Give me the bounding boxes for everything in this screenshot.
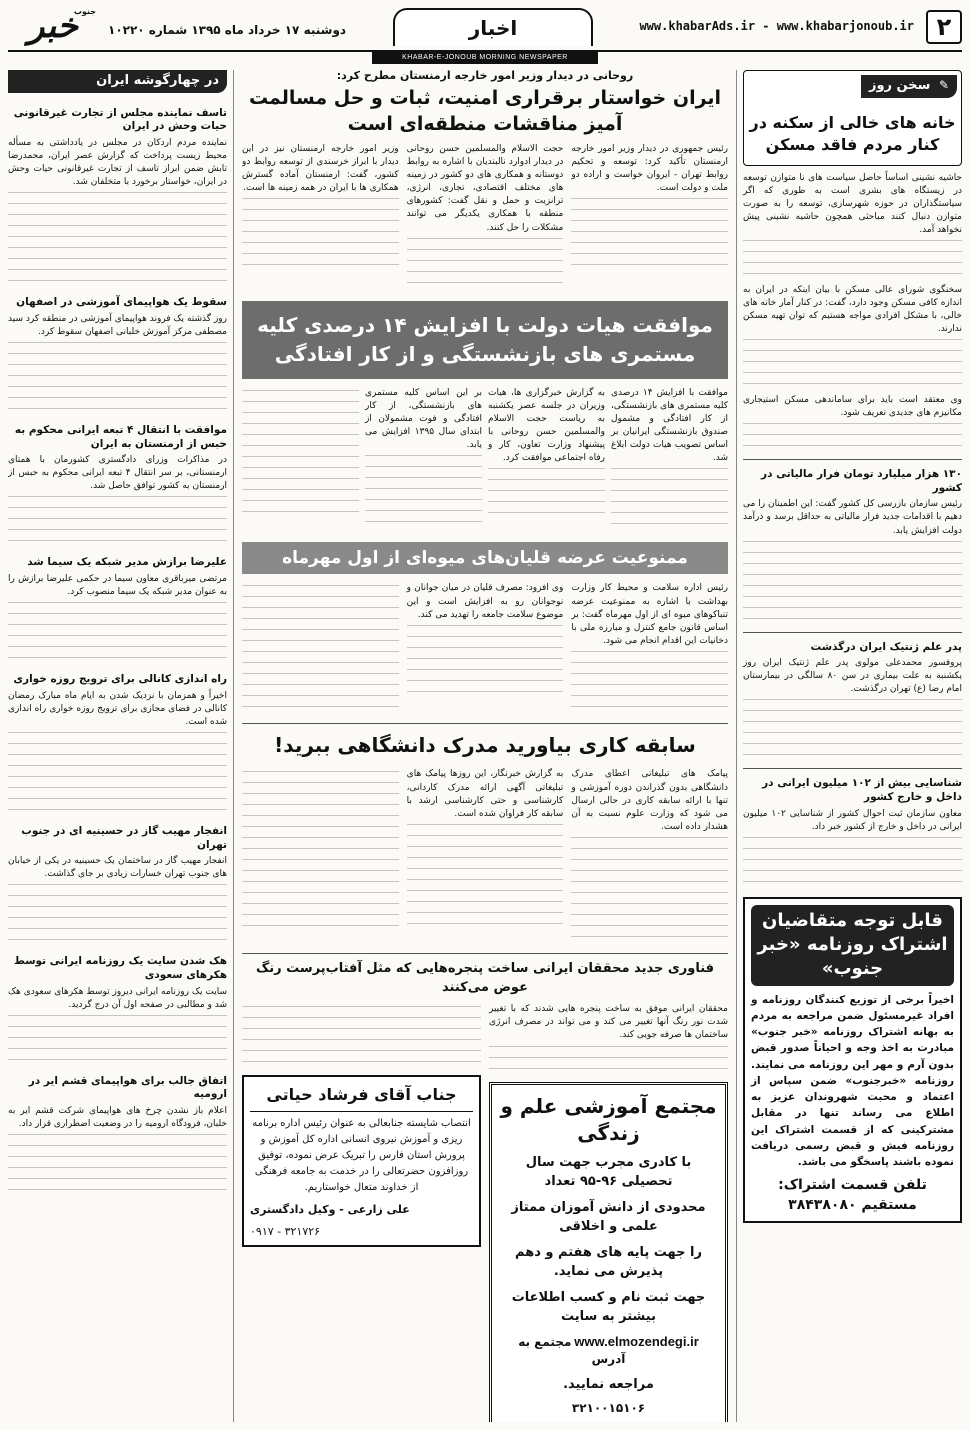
school-ad-url[interactable]: www.elmozendegi.ir (574, 1333, 699, 1349)
hookah-paragraph: وی افزود: مصرف قلیان در میان جوانان و نوجوانان رو به افزایش است و این موضوع سلامت جامعه را تهدید می کند. (406, 583, 564, 620)
subscription-notice (743, 897, 962, 1223)
congratulation-phone: ۳۲۱۷۲۶ - ۰۹۱۷ (250, 1224, 321, 1238)
news-text: معاون سازمان ثبت احوال کشور از شناسایی ۱۰۲ میلیون ایرانی در داخل و خارج از کشور خبر داد. (743, 808, 962, 832)
left-ribbon (8, 70, 227, 93)
news-text: در مذاکرات وزرای دادگستری کشورمان با همتای ارمنستانی، بر سر انتقال ۴ تبعه ایرانی محکوم به حبس از ارمنستان به کشور توافق حاصل شد. (8, 455, 227, 492)
editorial-paragraph: حاشیه نشینی اساساً حاصل سیاست های نا متوازن توسعه در زیستگاه های بشری است به طوری که اگر سیاستگذاران در حوزه شهرسازی، توسعه را به صورت متوازن دنبال کنند مباحثی همچون حاشیه نشینی پیش نخواهد آمد. (743, 172, 962, 235)
editorial-paragraph: سخنگوی شورای عالی مسکن با بیان اینکه در ایران به اندازه کافی مسکن وجود دارد، گفت: در کنار آمار خانه های خالی، با مشکل افرادی مواجه هستیم که توان تهیه مسکن ندارند. (743, 284, 962, 334)
page-number: ۲ (926, 10, 962, 44)
news-text: رئیس سازمان بازرسی کل کشور گفت: این اطمینان را می دهیم با اقدامات جدید فرار مالیاتی به حداقل برسد و درآمد دولت افزایش یابد. (743, 499, 962, 536)
school-ad-phone: ۳۲۱۰۰۱۵۱۰۶ (571, 1401, 646, 1416)
lead-paragraph: حجت الاسلام والمسلمین حسن روحانی در دیدار ادوارد نالبندیان با اشاره به روابط دوستانه و همکاری های دو کشور در زمینه های مختلف اقتصادی، تجاری، انرژی، ترانزیت و حمل و نقل گفت: کشورهای منطقه با همکاری یکدیگر می توانند مشکلات را حل کنند. (406, 144, 564, 233)
hookah-headline: ممنوعیت عرضه قلیان‌های میوه‌ای از اول مهرماه (242, 542, 728, 575)
lead-body (242, 143, 728, 292)
left-column (8, 70, 234, 1422)
editorial-box (743, 70, 962, 166)
degree-paragraph: پیامک های تبلیغاتی اعطای مدرک دانشگاهی بدون گذراندن دوره آموزشی و تنها با ارائه سابقه کاری در حالی ارسال می شود که وزارت علوم نسبت به آن هشدار داده است. (571, 769, 728, 832)
news-text: مرتضی میرباقری معاون سیما در حکمی علیرضا برازش را به عنوان مدیر شبکه یک سیما منصوب کرد. (8, 574, 227, 598)
pension-paragraph: موافقت با افزایش ۱۴ درصدی کلیه مستمری های بازنشستگی، از کار افتادگی و مشمول صندوق بازنشستگی ایرانیان بر اساس تصویب هیات دولت ابلاغ شد. (611, 387, 728, 463)
subscription-title: قابل توجه متقاضیان اشتراک روزنامه «خبر جنوب» (751, 905, 954, 986)
degree-body (242, 768, 728, 946)
english-banner: KHABAR-E-JONOUB MORNING NEWSPAPER (372, 52, 598, 64)
lead-paragraph: وزیر امور خارجه ارمنستان نیز در این دیدار با ابراز خرسندی از توسعه روابط دو کشور، گفت: ارمنستان آماده گسترش همکاری ها با ایران در همه زمینه ها است. (242, 144, 399, 194)
tech-headline: فناوری جدید محققان ایرانی ساخت پنجره‌هایی که مثل آفتاب‌پرست رنگ عوض می‌کنند (255, 960, 715, 995)
pension-body (242, 387, 728, 534)
logo-text: خبر (27, 6, 79, 46)
left-ribbon-label: در چهارگوشه ایران (96, 73, 219, 88)
news-title: پدر علم ژنتیک ایران درگذشت (810, 640, 962, 653)
editorial-title: خانه های خالی از سکنه در کنار مردم فاقد مسکن (749, 112, 956, 155)
news-title: علیرضا برازش مدیر شبکه یک سیما شد (27, 556, 227, 569)
subscription-text: اخیراً برخی از توزیع کنندگان روزنامه و افراد غیرمسئول ضمن مراجعه به مردم به بهانه اشتراک روزنامه «خبر جنوب» مبادرت به اخذ وجه و احیاناً صدور قبض بدون آرم و مهر این روزنامه می نمایند. روزنامه «خبرجنوب» ضمن سپاس از اعتماد و محبت شهروندان عزیز به اطلاع می رساند تنها در مقابل مشترکینی که از قسمت اشتراک این روزنامه فیش و قبض رسمی دریافت نموده باشند پاسخگو می باشد. (751, 993, 954, 1169)
right-column (736, 70, 962, 1422)
school-ad-line: مجتمع به آدرس (518, 1334, 626, 1367)
logo (8, 6, 98, 48)
news-text: نماینده مردم اردکان در مجلس در یادداشتی به مسأله محیط زیست پرداخت که گزارش عصر ایران، محمدرضا تابش ضمن ابراز تاسف از تجارت غیرقانونی حیات وحش در ایران، خواستار برخورد با متخلفان شد. (8, 138, 227, 188)
hookah-paragraph: رئیس اداره سلامت و محیط کار وزارت بهداشت با اشاره به ممنوعیت عرضه تنباکوهای میوه ای از اول مهرماه گفت: بر اساس قانون جامع کنترل و مبارزه ملی با دخانیات این اقدام انجام می شود. (571, 583, 728, 646)
news-text: انفجار مهیب گاز در ساختمان یک حسینیه در یکی از خیابان های جنوب تهران خسارات زیادی بر جای گذاشت. (8, 856, 227, 880)
news-title: انفجار مهیب گاز در حسینیه ای در جنوب تهران (21, 824, 227, 851)
degree-headline: سابقه کاری بیاورید مدرک دانشگاهی ببرید! (274, 733, 696, 758)
editorial-ribbon (861, 75, 957, 98)
masthead (8, 8, 962, 52)
news-title: سقوط یک هواپیمای آموزشی در اصفهان (16, 296, 227, 309)
congratulation-text: انتصاب شایسته جنابعالی به عنوان رئیس اداره برنامه ریزی و آموزش نیروی انسانی اداره کل آموزش و پرورش استان فارس را تبریک عرض نموده، توفیق روزافزون حضرتعالی را در خدمت به جامعه فرهنگی از خداوند متعال خواستاریم. (252, 1117, 471, 1193)
date-issue: دوشنبه ۱۷ خرداد ماه ۱۳۹۵ شماره ۱۰۲۲۰ (108, 23, 347, 37)
news-title: اتفاق جالب برای هواپیمای قشم ایر در ارومیه (28, 1074, 227, 1101)
congratulation-ad (242, 1075, 481, 1247)
congratulation-title: جناب آقای فرشاد حیاتی (250, 1083, 473, 1111)
pension-paragraph: به گزارش خبرگزاری ها، هیات وزیران در جلسه عصر یکشنبه به ریاست حجت الاسلام والمسلمین حسن روحانی با پیشنهاد وزارت تعاون، کار و رفاه اجتماعی موافقت کرد. (488, 387, 605, 463)
logo-sub: جنوب (73, 7, 96, 16)
school-ad-title: مجتمع آموزشی علم و زندگی (500, 1093, 717, 1145)
tech-body-continued (242, 1003, 481, 1422)
school-ad-line: جهت ثبت نام و کسب اطلاعات بیشتر به سایت (511, 1289, 706, 1325)
school-ad-line: را جهت پایه های هفتم و دهم پذیرش می نماید. (515, 1244, 702, 1280)
hookah-body (242, 582, 728, 717)
pension-paragraph: بر این اساس کلیه مستمری های بازنشستگی، از کار افتادگی و فوت مشمولان از ابتدای سال ۱۳۹۵ افزایش می یابد. (365, 387, 482, 450)
center-column (242, 66, 728, 1422)
news-text: سایت یک روزنامه ایرانی دیروز توسط هکرهای سعودی هک شد و مطالبی در صفحه اول آن درج گردید. (8, 986, 227, 1010)
lead-kicker: روحانی در دیدار وزیر امور خارجه ارمنستان مطرح کرد: (336, 69, 634, 82)
pension-headline: موافقت هیات دولت با افزایش ۱۴ درصدی کلیه مستمری های بازنشستگی و از کار افتادگی (242, 301, 728, 379)
news-title: راه اندازی کانالی برای ترویج روزه خواری (13, 673, 227, 686)
lead-paragraph: رئیس جمهوری در دیدار وزیر امور خارجه ارمنستان تأکید کرد: توسعه و تحکیم روابط تهران - ایروان خواست و اراده دو ملت و دولت است. (571, 144, 728, 194)
subscription-phone: تلفن قسمت اشتراک: مستقیم ۳۸۴۳۸۰۸۰ (778, 1176, 927, 1213)
news-title: ۱۳۰ هزار میلیارد تومان فرار مالیاتی در کشور (761, 468, 962, 494)
school-ad-line: با کادری مجرب جهت سال تحصیلی ۹۶-۹۵ تعداد (525, 1154, 692, 1190)
news-text: اخیراً و همزمان با نزدیک شدن به ایام ماه مبارک رمضان کانالی در فضای مجازی برای ترویج روزه خواری راه اندازی شده است. (8, 690, 227, 727)
section-title: اخبار (393, 8, 593, 46)
degree-paragraph: به گزارش خبرنگار، این روزها پیامک های تبلیغاتی آگهی ارائه مدرک کاردانی، کارشناسی و حتی کارشناسی ارشد با سابقه کار فراوان شده است. (406, 769, 564, 819)
pen-icon: ✎ (938, 78, 949, 92)
news-title: هک شدن سایت یک روزنامه ایرانی توسط هکرهای سعودی (13, 955, 227, 981)
lead-headline: ایران خواستار برقراری امنیت، ثبات و حل مسالمت آمیز مناقشات منطقه‌ای است (248, 86, 722, 135)
editorial-ribbon-label: سخن روز (868, 78, 931, 93)
school-ad-line: محدودی از دانش آموزان ممتاز علمی و اخلاقی (511, 1199, 706, 1235)
congratulation-signature: علی زارعی - وکیل دادگستری (250, 1202, 410, 1216)
news-text: پروفسور محمدعلی مولوی پدر علم ژنتیک ایران روز یکشنبه به علت بیماری در سن ۸۰ سالگی در بیمارستان امام رضا (ع) تهران درگذشت. (743, 658, 962, 695)
news-text: روز گذشته یک فروند هواپیمای آموزشی در منطقه کرد سید مصطفی مرکز آموزش خلبانی اصفهان سقوط کرد. (8, 313, 227, 337)
school-ad-line: مراجعه نمایید. (563, 1376, 654, 1392)
site-urls[interactable]: www.khabarAds.ir - www.khabarjonoub.ir (639, 19, 914, 33)
news-title: تاسف نماینده مجلس از تجارت غیرقانونی حیات وحش در ایران (13, 106, 227, 133)
news-title: شناسایی بیش از ۱۰۲ میلیون ایرانی در داخل و خارج کشور (762, 777, 962, 803)
news-text: اعلام باز نشدن چرخ های هواپیمای شرکت قشم ایر به خلبان، فرودگاه ارومیه را در وضعیت اضطراری قرار داد. (8, 1106, 227, 1130)
news-title: موافقت با انتقال ۴ تبعه ایرانی محکوم به حبس از ارمنستان به ایران (14, 424, 227, 450)
tech-paragraph: محققان ایرانی موفق به ساخت پنجره هایی شدند که با تغییر شدت نور رنگ آنها تغییر می کند و می تواند در مصرف انرژی ساختمان ها صرفه جویی کند. (489, 1004, 728, 1041)
tech-body (489, 1003, 728, 1422)
school-ad (489, 1082, 728, 1422)
editorial-paragraph: وی معتقد است باید برای ساماندهی مسکن استیجاری مکانیزم های جدیدی تعریف شود. (743, 395, 962, 419)
